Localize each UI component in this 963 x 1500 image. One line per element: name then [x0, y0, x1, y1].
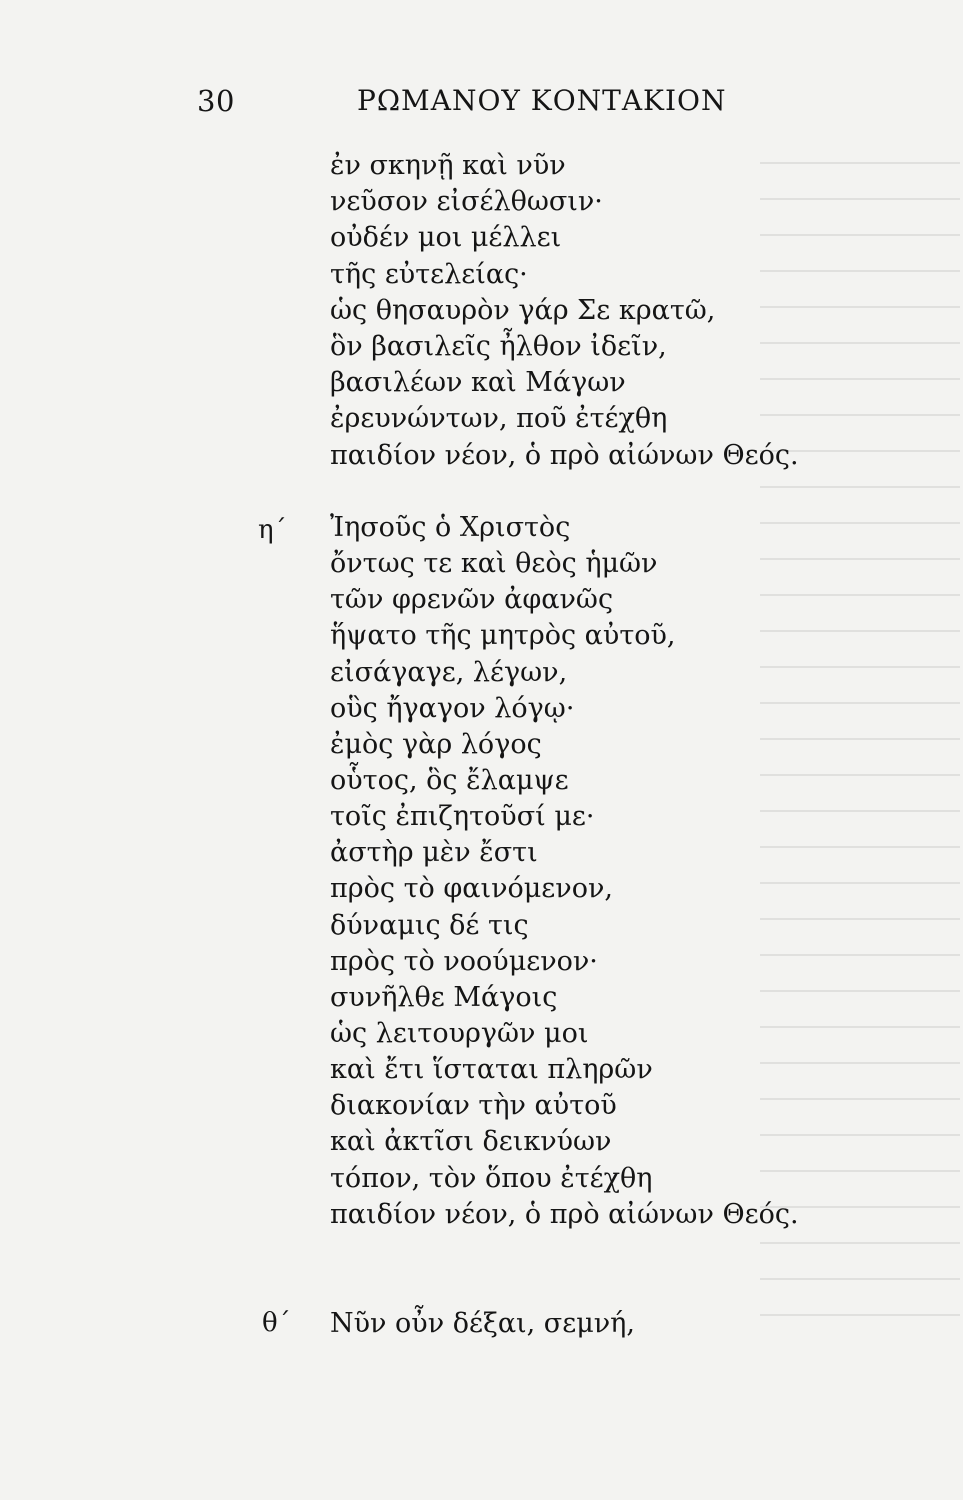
stanza-number: η΄	[258, 515, 287, 545]
verse-line: τόπον, τὸν ὅπου ἐτέχθη	[330, 1162, 653, 1194]
verse-line: εἰσάγαγε, λέγων,	[330, 656, 568, 688]
verse-line: δύναμις δέ τις	[330, 909, 529, 941]
verse-line: καὶ ἔτι ἵσταται πληρῶν	[330, 1054, 653, 1086]
verse-line: ἥψατο τῆς μητρὸς αὐτοῦ,	[330, 620, 676, 652]
verse-line: πρὸς τὸ φαινόμενον,	[330, 873, 613, 905]
verse-line: Ἰησοῦς ὁ Χριστὸς	[330, 512, 571, 543]
verse-line: νεῦσον εἰσέλθωσιν·	[330, 186, 603, 218]
verse-line: ὡς θησαυρὸν γάρ Σε κρατῶ,	[330, 294, 716, 326]
verse-line: ὃν βασιλεῖς ἦλθον ἰδεῖν,	[330, 330, 667, 362]
stanza	[330, 510, 799, 1233]
verse-line: Νῦν οὖν δέξαι, σεμνή,	[330, 1308, 635, 1339]
verse-line: οὓς ἤγαγον λόγῳ·	[330, 692, 575, 724]
verse-line: παιδίον νέον, ὁ πρὸ αἰώνων Θεός.	[330, 1198, 799, 1230]
verse-line: ὡς λειτουργῶν μοι	[330, 1017, 589, 1049]
verse-line: βασιλέων καὶ Μάγων	[330, 367, 626, 399]
verse-line: τῆς εὐτελείας·	[330, 258, 528, 290]
verse-line: οὗτος, ὃς ἔλαμψε	[330, 764, 569, 796]
verse-line: πρὸς τὸ νοούμενον·	[330, 945, 598, 977]
verse-line: παιδίον νέον, ὁ πρὸ αἰώνων Θεός.	[330, 439, 799, 471]
verse-line: τῶν φρενῶν ἀφανῶς	[330, 584, 614, 616]
verse-line: συνῆλθε Μάγοις	[330, 981, 558, 1013]
stanza-number: θ΄	[262, 1308, 291, 1338]
running-head: ΡΩΜΑΝΟΥ ΚΟΝΤΑΚΙΟΝ	[357, 84, 727, 117]
verse-line: ἐμὸς γὰρ λόγος	[330, 728, 542, 760]
verse-line: ἐν σκηνῇ καὶ νῦν	[330, 150, 566, 181]
page-number: 30	[197, 84, 235, 118]
verse-line: οὐδέν μοι μέλλει	[330, 222, 562, 254]
verse-line: τοῖς ἐπιζητοῦσί με·	[330, 801, 595, 833]
stanza	[330, 1306, 635, 1342]
stanza	[330, 148, 799, 474]
verse-line: ὄντως τε καὶ θεὸς ἡμῶν	[330, 548, 658, 580]
verse-line: ἐρευνώντων, ποῦ ἐτέχθη	[330, 403, 668, 435]
verse-line: καὶ ἀκτῖσι δεικνύων	[330, 1126, 612, 1158]
verse-line: ἀστὴρ μὲν ἔστι	[330, 837, 538, 869]
verse-line: διακονίαν τὴν αὐτοῦ	[330, 1090, 617, 1122]
